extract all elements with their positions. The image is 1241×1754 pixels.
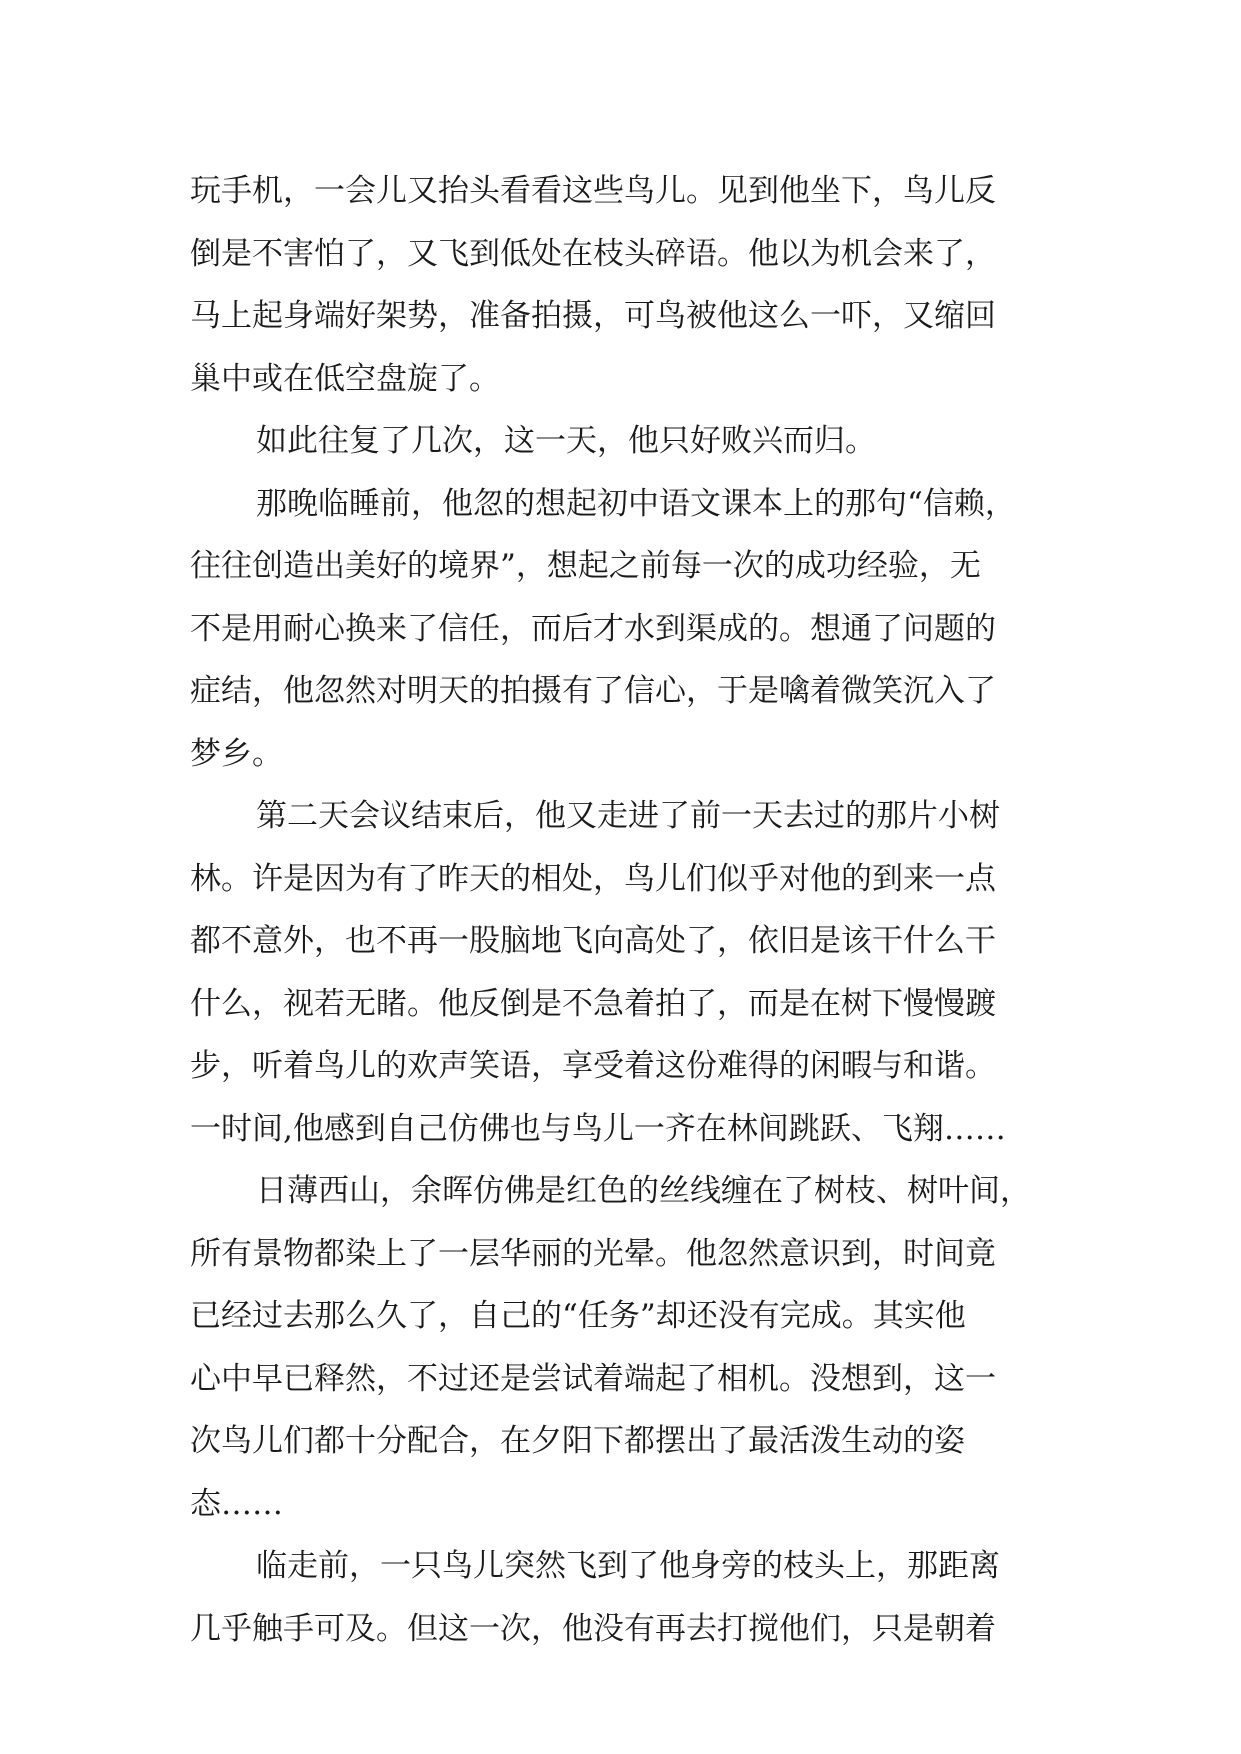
paragraph-6 <box>190 1535 1066 1660</box>
text-line: 已经过去那么久了，自己的“任务”却还没有完成。其实他 <box>190 1298 966 1334</box>
text-line: 日薄西山，余晖仿佛是红色的丝线缠在了树枝、树叶间， <box>256 1173 1031 1209</box>
text-line: 症结，他忽然对明天的拍摄有了信心，于是噙着微笑沉入了 <box>190 673 996 709</box>
text-line: 不是用耐心换来了信任，而后才水到渠成的。想通了问题的 <box>190 610 996 647</box>
text-line: 巢中或在低空盘旋了。 <box>190 360 500 397</box>
text-line: 所有景物都染上了一层华丽的光晕。他忽然意识到，时间竟 <box>190 1235 996 1272</box>
text-line: 林。许是因为有了昨天的相处，鸟儿们似乎对他的到来一点 <box>190 860 996 897</box>
text-line: 梦乡。 <box>190 735 283 772</box>
text-line: 倒是不害怕了，又飞到低处在枝头碎语。他以为机会来了， <box>190 235 996 272</box>
text-line: 马上起身端好架势，准备拍摄，可鸟被他这么一吓，又缩回 <box>190 298 996 334</box>
paragraph-3 <box>190 473 1066 786</box>
paragraph-2 <box>190 410 1066 473</box>
text-line: 那晚临睡前，他忽的想起初中语文课本上的那句“信赖， <box>256 485 1016 522</box>
text-line: 一时间,他感到自己仿佛也与鸟儿一齐在林间跳跃、飞翔…… <box>190 1110 1006 1147</box>
text-line: 次鸟儿们都十分配合，在夕阳下都摆出了最活泼生动的姿 <box>190 1423 965 1459</box>
text-line: 态…… <box>190 1485 283 1522</box>
text-line: 都不意外，也不再一股脑地飞向高处了，依旧是该干什么干 <box>190 923 996 959</box>
paragraph-4 <box>190 785 1066 1160</box>
text-line: 步，听着鸟儿的欢声笑语，享受着这份难得的闲暇与和谐。 <box>190 1048 996 1084</box>
story-body <box>190 160 1066 1660</box>
paragraph-5 <box>190 1160 1066 1535</box>
text-line: 玩手机，一会儿又抬头看看这些鸟儿。见到他坐下，鸟儿反 <box>190 173 996 209</box>
text-line: 往往创造出美好的境界”，想起之前每一次的成功经验，无 <box>190 548 981 584</box>
text-line: 第二天会议结束后，他又走进了前一天去过的那片小树 <box>256 798 1000 834</box>
text-line: 如此往复了几次，这一天，他只好败兴而归。 <box>256 423 876 459</box>
text-line: 什么，视若无睹。他反倒是不急着拍了，而是在树下慢慢踱 <box>190 985 996 1022</box>
text-line: 心中早已释然，不过还是尝试着端起了相机。没想到，这一 <box>190 1360 996 1397</box>
paragraph-1 <box>190 160 1066 410</box>
text-line: 几乎触手可及。但这一次，他没有再去打搅他们，只是朝着 <box>190 1610 996 1647</box>
text-line: 临走前，一只鸟儿突然飞到了他身旁的枝头上，那距离 <box>256 1548 1000 1584</box>
